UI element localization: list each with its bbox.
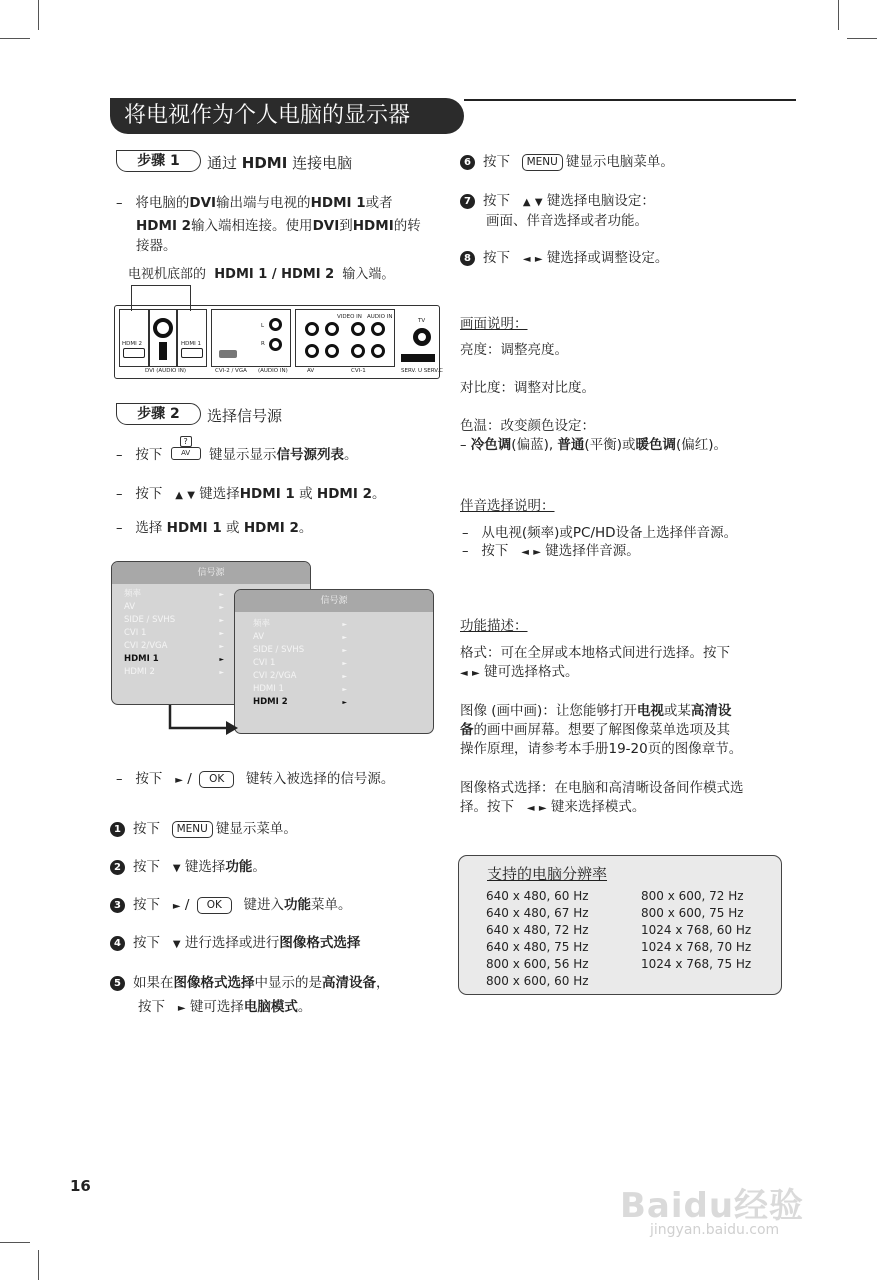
right-arrow-icon: ► <box>533 547 541 558</box>
menu-header: 信号源 <box>112 562 310 584</box>
step-item-4: 4 按下 ▼ 进行选择或进行图像格式选择 <box>110 932 360 956</box>
menu-arrow-icon: ► <box>342 660 347 667</box>
step-item-7-cont: 画面、伴音选择或者功能。 <box>486 213 648 229</box>
tv-label: TV <box>418 318 426 324</box>
crop-mark <box>0 1242 30 1243</box>
resolution-item: 640 x 480, 75 Hz <box>486 940 589 954</box>
rca-jack <box>305 344 319 358</box>
color-temp-options: – 冷色调(偏蓝), 普通(平衡)或暖色调(偏红)。 <box>460 437 728 453</box>
resolution-title: 支持的电脑分辨率 <box>487 865 608 883</box>
brightness-desc: 亮度：调整亮度。 <box>460 342 568 358</box>
step-item-3: 3 按下 ► / OK 键进入功能菜单。 <box>110 894 351 918</box>
av-key[interactable] <box>171 437 201 461</box>
menu-item[interactable]: HDMI 2 ► <box>124 667 224 677</box>
service-port <box>401 354 435 362</box>
pip-desc-cont: 备的画中画屏幕。想要了解图像菜单选项及其 <box>460 722 730 738</box>
step2-line-select: – 按下 ▲ ▼ 键选择HDMI 1 或 HDMI 2。 <box>116 486 386 502</box>
menu-item[interactable]: AV ► <box>124 602 224 612</box>
picture-heading: 画面说明： <box>460 316 528 332</box>
callout-line <box>131 285 191 286</box>
dvi-label: DVI (AUDIO IN) <box>145 368 187 374</box>
left-arrow-icon: ◄ <box>460 668 468 679</box>
menu-arrow-icon: ► <box>219 669 224 676</box>
ok-key[interactable]: OK <box>197 897 232 914</box>
resolution-list-right <box>641 888 751 973</box>
step-item-5-cont: 按下 ► 键可选择电脑模式。 <box>138 999 312 1015</box>
menu-item[interactable]: HDMI 1 ► <box>253 684 347 694</box>
step-item-7: 7 按下 ▲ ▼ 键选择电脑设定： <box>460 190 655 214</box>
step-item-5: 5 如果在图像格式选择中显示的是高清设备， <box>110 972 390 994</box>
menu-header: 信号源 <box>235 590 433 612</box>
format-select-desc-cont: 择。按下 ◄ ► 键来选择模式。 <box>460 799 646 815</box>
step1-instruction: – 将电脑的DVI输出端与电视的HDMI 1或者 <box>116 195 393 211</box>
step1-title: 通过 HDMI 连接电脑 <box>207 154 353 172</box>
menu-item[interactable]: CVI 1 ► <box>253 658 347 668</box>
crop-mark <box>38 1250 39 1280</box>
menu-key[interactable]: MENU <box>172 821 213 838</box>
resolution-list-left <box>486 888 589 990</box>
resolution-item: 640 x 480, 60 Hz <box>486 889 589 903</box>
contrast-desc: 对比度：调整对比度。 <box>460 380 595 396</box>
right-arrow-icon: ► <box>472 668 480 679</box>
format-desc: 格式：可在全屏或本地格式间进行选择。按下 <box>460 645 730 661</box>
step2-line-av: – 按下 ? AV 键显示显示信号源列表。 <box>116 437 358 463</box>
crop-mark <box>847 38 877 39</box>
pip-desc: 图像 (画中画)：让您能够打开电视或某高清设 <box>460 703 732 719</box>
page-number: 16 <box>70 1177 91 1195</box>
av-label: AV <box>307 368 315 374</box>
resolution-item: 640 x 480, 72 Hz <box>486 923 589 937</box>
left-arrow-icon: ◄ <box>522 254 531 265</box>
audio-l-label: L <box>261 323 265 329</box>
rca-jack <box>325 344 339 358</box>
up-arrow-icon: ▲ <box>522 197 531 208</box>
resolution-box <box>458 855 782 995</box>
audio-l-jack <box>269 318 282 331</box>
rca-jack <box>351 344 365 358</box>
ok-key[interactable]: OK <box>199 771 234 788</box>
right-arrow-icon: ► <box>538 803 547 814</box>
step-item-8: 8 按下 ◄ ► 键选择或调整设定。 <box>460 247 668 271</box>
menu-item[interactable]: AV ► <box>253 632 347 642</box>
help-key-icon: ? <box>180 436 192 447</box>
crop-mark <box>838 0 839 30</box>
cvi1-label: CVI-1 <box>351 368 366 374</box>
menu-item[interactable]: SIDE / SVHS ► <box>124 615 224 625</box>
antenna-jack <box>413 328 431 346</box>
menu-item[interactable]: SIDE / SVHS ► <box>253 645 347 655</box>
av-key-label: AV <box>171 447 201 460</box>
resolution-item: 1024 x 768, 70 Hz <box>641 940 752 954</box>
rca-jack <box>325 322 339 336</box>
menu-item[interactable]: 频率 ► <box>253 619 347 629</box>
menu-arrow-icon: ► <box>342 686 347 693</box>
menu-item-selected[interactable]: HDMI 2 ► <box>253 697 347 707</box>
step-item-1: 1 按下 MENU 键显示菜单。 <box>110 818 297 840</box>
audio-line-2: – 按下 ◄ ► 键选择伴音源。 <box>462 543 640 559</box>
jack-body <box>159 342 167 360</box>
step-item-2: 2 按下 ▼ 键选择功能。 <box>110 856 266 880</box>
menu-item[interactable]: 频率 ► <box>124 589 224 599</box>
left-arrow-icon: ◄ <box>521 547 529 558</box>
hdmi1-label: HDMI 1 <box>181 341 201 347</box>
down-arrow-icon: ▼ <box>172 939 181 950</box>
resolution-item: 800 x 600, 56 Hz <box>486 957 589 971</box>
right-arrow-icon: ► <box>175 775 183 786</box>
hdmi2-port <box>123 348 145 358</box>
step2-line-choose: – 选择 HDMI 1 或 HDMI 2。 <box>116 520 313 536</box>
right-arrow-icon: ► <box>172 901 181 912</box>
video-in-label: VIDEO IN <box>337 314 362 320</box>
crop-mark <box>38 0 39 30</box>
tv-connector-panel <box>114 305 443 379</box>
menu-item[interactable]: CVI 2/VGA ► <box>253 671 347 681</box>
format-desc-cont: ◄ ► 键可选择格式。 <box>460 664 579 680</box>
audio-in-label: (AUDIO IN) <box>258 368 288 374</box>
format-select-desc: 图像格式选择：在电脑和高清晰设备间作模式选 <box>460 780 744 796</box>
page-title: 将电视作为个人电脑的显示器 <box>110 98 464 134</box>
audio-heading: 伴音选择说明： <box>460 498 555 514</box>
menu-key[interactable]: MENU <box>522 154 563 171</box>
service-label: SERV. U SERV.C <box>401 368 443 374</box>
resolution-item: 800 x 600, 60 Hz <box>486 974 589 988</box>
source-menu-front <box>234 589 434 734</box>
menu-arrow-icon: ► <box>219 656 224 663</box>
left-arrow-icon: ◄ <box>526 803 535 814</box>
watermark-url: jingyan.baidu.com <box>650 1222 780 1238</box>
step1-label: 步骤 1 <box>116 150 201 172</box>
transition-arrow-icon <box>160 700 240 740</box>
down-arrow-icon: ▼ <box>187 490 195 501</box>
rca-jack <box>371 344 385 358</box>
step1-instruction-cont: HDMI 2输入端相连接。使用DVI到HDMI的转 <box>136 218 421 234</box>
menu-arrow-icon: ► <box>219 630 224 637</box>
rca-jack <box>305 322 319 336</box>
right-arrow-icon: ► <box>177 1003 186 1014</box>
pip-desc-end: 操作原理，请参考本手册19-20页的图像章节。 <box>460 741 743 757</box>
menu-item-selected[interactable]: HDMI 1 ► <box>124 654 224 664</box>
rca-jack <box>371 322 385 336</box>
audio-r-jack <box>269 338 282 351</box>
audio-in2-label: AUDIO IN <box>367 314 393 320</box>
menu-arrow-icon: ► <box>219 591 224 598</box>
watermark-logo: Baidu经验 <box>620 1186 805 1226</box>
audio-r-label: R <box>261 341 265 347</box>
vga-frame <box>211 309 291 367</box>
menu-arrow-icon: ► <box>219 604 224 611</box>
title-rule <box>464 99 796 101</box>
vga-port <box>219 350 237 358</box>
step2-label: 步骤 2 <box>116 403 201 425</box>
menu-arrow-icon: ► <box>219 617 224 624</box>
down-arrow-icon: ▼ <box>172 863 181 874</box>
step2-title: 选择信号源 <box>207 407 283 425</box>
hdmi1-port <box>181 348 203 358</box>
audio-jack <box>153 318 173 338</box>
cvi2-label: CVI-2 / VGA <box>215 368 247 374</box>
audio-line-1: – 从电视(频率)或PC/HD设备上选择伴音源。 <box>462 525 738 541</box>
step2-line-confirm: – 按下 ► / OK 键转入被选择的信号源。 <box>116 771 395 787</box>
resolution-item: 800 x 600, 72 Hz <box>641 889 744 903</box>
resolution-item: 1024 x 768, 60 Hz <box>641 923 752 937</box>
menu-item[interactable]: CVI 1 ► <box>124 628 224 638</box>
color-temp-desc: 色温：改变颜色设定： <box>460 418 595 434</box>
menu-arrow-icon: ► <box>342 621 347 628</box>
menu-arrow-icon: ► <box>342 699 347 706</box>
down-arrow-icon: ▼ <box>534 197 543 208</box>
step1-instruction-end: 接器。 <box>136 238 177 254</box>
menu-arrow-icon: ► <box>219 643 224 650</box>
menu-arrow-icon: ► <box>342 673 347 680</box>
resolution-item: 1024 x 768, 75 Hz <box>641 957 752 971</box>
panel-caption: 电视机底部的 HDMI 1 / HDMI 2 输入端。 <box>128 267 395 282</box>
rca-jack <box>351 322 365 336</box>
hdmi1-port-frame <box>177 309 207 367</box>
menu-item[interactable]: CVI 2/VGA ► <box>124 641 224 651</box>
hdmi2-label: HDMI 2 <box>122 341 142 347</box>
menu-arrow-icon: ► <box>342 647 347 654</box>
menu-arrow-icon: ► <box>342 634 347 641</box>
hdmi2-port-frame <box>119 309 149 367</box>
right-arrow-icon: ► <box>534 254 543 265</box>
up-arrow-icon: ▲ <box>175 490 183 501</box>
crop-mark <box>0 38 30 39</box>
feature-heading: 功能描述： <box>460 618 528 634</box>
resolution-item: 640 x 480, 67 Hz <box>486 906 589 920</box>
resolution-item: 800 x 600, 75 Hz <box>641 906 744 920</box>
step-item-6: 6 按下 MENU 键显示电脑菜单。 <box>460 151 674 173</box>
